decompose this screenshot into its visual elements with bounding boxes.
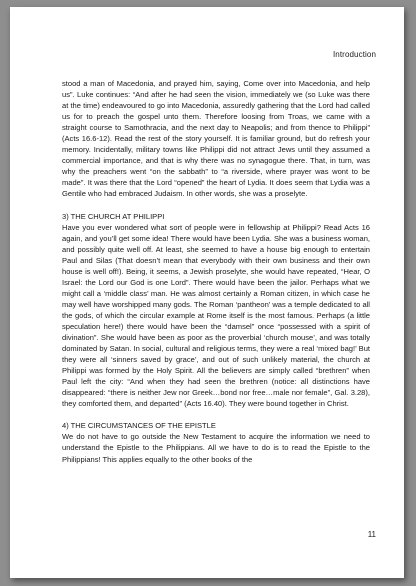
- paragraph: Have you ever wondered what sort of people were in fellowship at Philippi? Read Acts 16 again, and you’ll get some idea! There would have been Lydia. She was a business woman, and possibly quite well off. At least, she seemed to have a house big enough to entertain Paul and Silas (That doesn’t mean that everybody with their own business and their own house is well off!). Being, it seems, a Jewish proselyte, she would have repeated, “Hear, O Israel: the Lord our God is one Lord”. There would have been the jailor. Perhaps what we might call a ‘middle class’ man. He was almost certainly a Roman citizen, in which case he may well have worshipped many gods. The Roman ‘pantheon’ was a temple dedicated to all the gods, of which the circular example at Rome itself is the most famous. Perhaps (a little speculation here!) there would have been the “damsel” once “possessed with a spirit of divination”. She would have been as poor as the proverbial ‘church mouse’, and was totally dominated by Satan. In social, cultural and religious terms, they were a real ‘mixed bag!’ But they were all ‘sinners saved by grace’, and out of such unlikely material, the church at Philippi was formed by the Holy Spirit. All the believers are simply called “brethren” when Paul left the city: “And when they had seen the brethren (notice: all distinctions have disappeared: “there is neither Jew nor Greek…bond nor free…male nor female”, Gal. 3.28), they comforted them, and departed” (Acts 16.40). They were bound together in Christ.: [62, 222, 370, 409]
- page-number: 11: [367, 530, 376, 539]
- book-page: [10, 7, 404, 578]
- section-heading: 4) THE CIRCUMSTANCES OF THE EPISTLE: [62, 421, 216, 431]
- running-head: Introduction: [332, 50, 376, 59]
- paragraph: We do not have to go outside the New Testament to acquire the information we need to understand the Epistle to the Philippians. All we have to do is to read the Epistle to the Philippians! This applies equally to the other books of the: [62, 432, 370, 464]
- section-heading: 3) THE CHURCH AT PHILIPPI: [62, 211, 165, 221]
- paragraph: stood a man of Macedonia, and prayed him, saying, Come over into Macedonia, and help us”. Luke continues: “And after he had seen the vision, immediately we (so Luke was there at the time) endeavoured to go into Macedonia, assuredly gathering that the Lord had called us for to preach the gospel unto them. Therefore loosing from Troas, we came with a straight course to Samothracia, and the next day to Neapolis; and from thence to Philippi” (Acts 16.6-12). Read the rest of the story yourself. It is familiar ground, but do refresh your memory. Incidentally, military towns like Philippi did not attract Jews until they assumed a commercial importance, and that is why there was no synagogue there. That, in turn, was why the preachers went “on the sabbath” to “a riverside, where prayer was wont to be made”. It was there that the Lord “opened” the heart of Lydia. It does seem that Lydia was a Gentile who had embraced Judaism. In other words, she was a proselyte.: [62, 79, 370, 199]
- body-text: [62, 78, 370, 465]
